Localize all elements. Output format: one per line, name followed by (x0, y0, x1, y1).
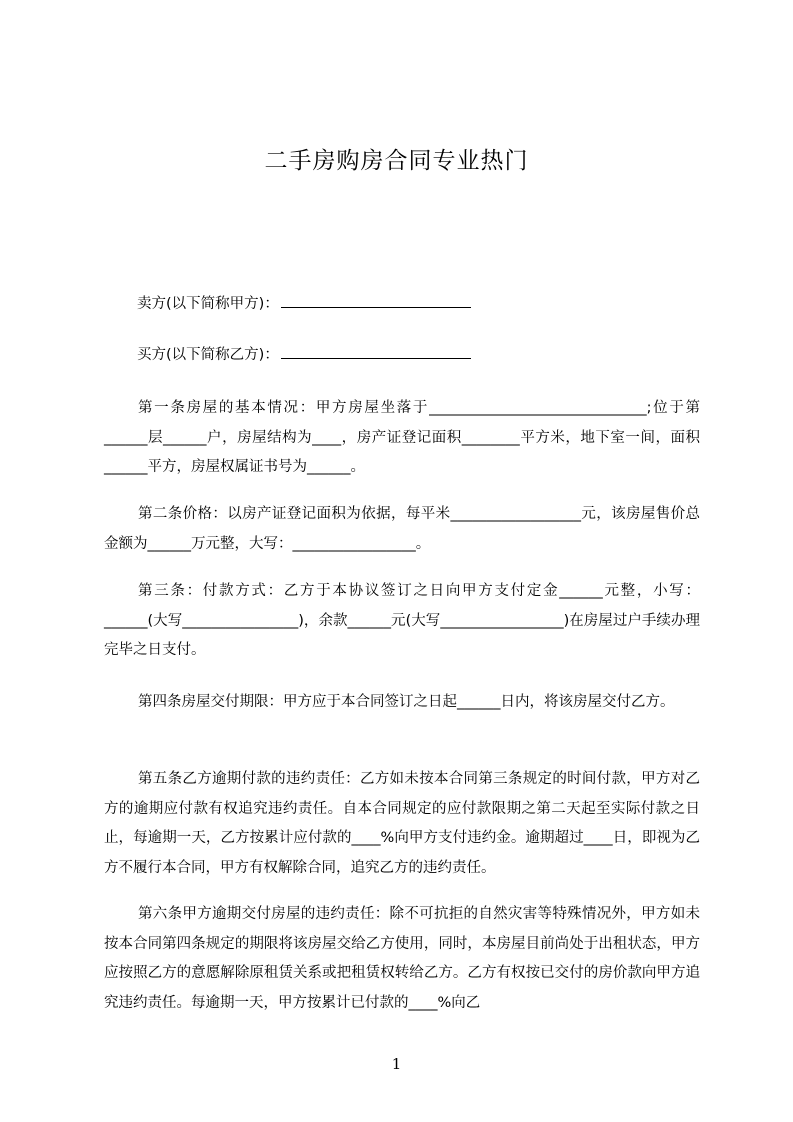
clause-3: 第三条：付款方式：乙方于本协议签订之日向甲方支付定金______元整，小写：______(大写________________)，余款______元(大写_________________)在房屋过户手续办理完毕之日支付。 (104, 583, 700, 658)
seller-line (137, 293, 471, 314)
clause-1: 第一条房屋的基本情况：甲方房屋坐落于______________________________;位于第______层______户，房屋结构为____，房产证登记面积________平方米，地下室一间，面积______平方，房屋权属证书号为______。 (104, 400, 700, 475)
clause-4: 第四条房屋交付期限：甲方应于本合同签订之日起______日内，将该房屋交付乙方。 (138, 694, 675, 710)
seller-label: 卖方(以下简称甲方)： (137, 296, 279, 312)
clause-5: 第五条乙方逾期付款的违约责任：乙方如未按本合同第三条规定的时间付款，甲方对乙方的逾期应付款有权追究违约责任。自本合同规定的应付款限期之第二天起至实际付款之日止，每逾期一天，乙方按累计应付款的____%向甲方支付违约金。逾期超过____日，即视为乙方不履行本合同，甲方有权解除合同，追究乙方的违约责任。 (104, 771, 700, 876)
page-number: 1 (391, 1055, 402, 1073)
buyer-line (137, 344, 471, 365)
buyer-label: 买方(以下简称乙方)： (137, 347, 279, 363)
seller-blank (281, 293, 471, 308)
clause-2: 第二条价格：以房产证登记面积为依据，每平米__________________元，该房屋售价总金额为______万元整，大写：_________________。 (104, 506, 700, 552)
clause-6: 第六条甲方逾期交付房屋的违约责任：除不可抗拒的自然灾害等特殊情况外，甲方如未按本合同第四条规定的期限将该房屋交给乙方使用，同时，本房屋目前尚处于出租状态，甲方应按照乙方的意愿解除原租赁关系或把租赁权转给乙方。乙方有权按已交付的房价款向甲方追究违约责任。每逾期一天，甲方按累计已付款的____%向乙 (104, 906, 700, 1011)
document-title: 二手房购房合同专业热门 (264, 148, 529, 174)
buyer-blank (281, 344, 471, 359)
